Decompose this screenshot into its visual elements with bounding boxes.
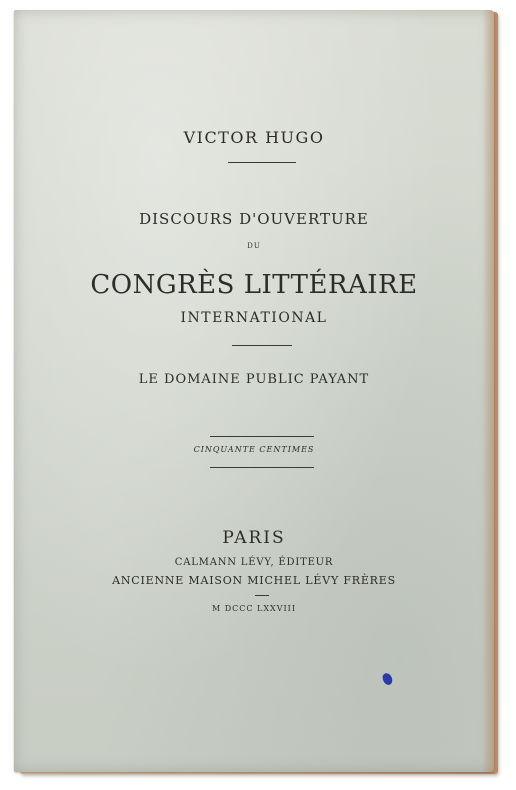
edge-stain [482,10,494,772]
title-line-1: DISCOURS D'OUVERTURE [139,210,369,228]
divider-3 [210,436,314,437]
price: CINQUANTE CENTIMES [193,445,315,454]
divider-1 [228,162,296,163]
publisher: CALMANN LÉVY, ÉDITEUR [174,557,334,568]
divider-4 [210,467,314,468]
author-name: VICTOR HUGO [183,128,325,147]
book-cover [14,10,494,772]
ink-stain [381,672,394,686]
title-du: DU [247,242,261,250]
publication-year: M DCCC LXXVIII [211,604,296,613]
divider-5 [255,595,269,596]
publisher-former: ANCIENNE MAISON MICHEL LÉVY FRÈRES [112,574,396,587]
subject-title: LE DOMAINE PUBLIC PAYANT [138,372,370,387]
divider-2 [232,345,292,346]
title-main: CONGRÈS LITTÉRAIRE [90,270,418,300]
title-sub: INTERNATIONAL [180,310,328,326]
city: PARIS [222,528,286,548]
